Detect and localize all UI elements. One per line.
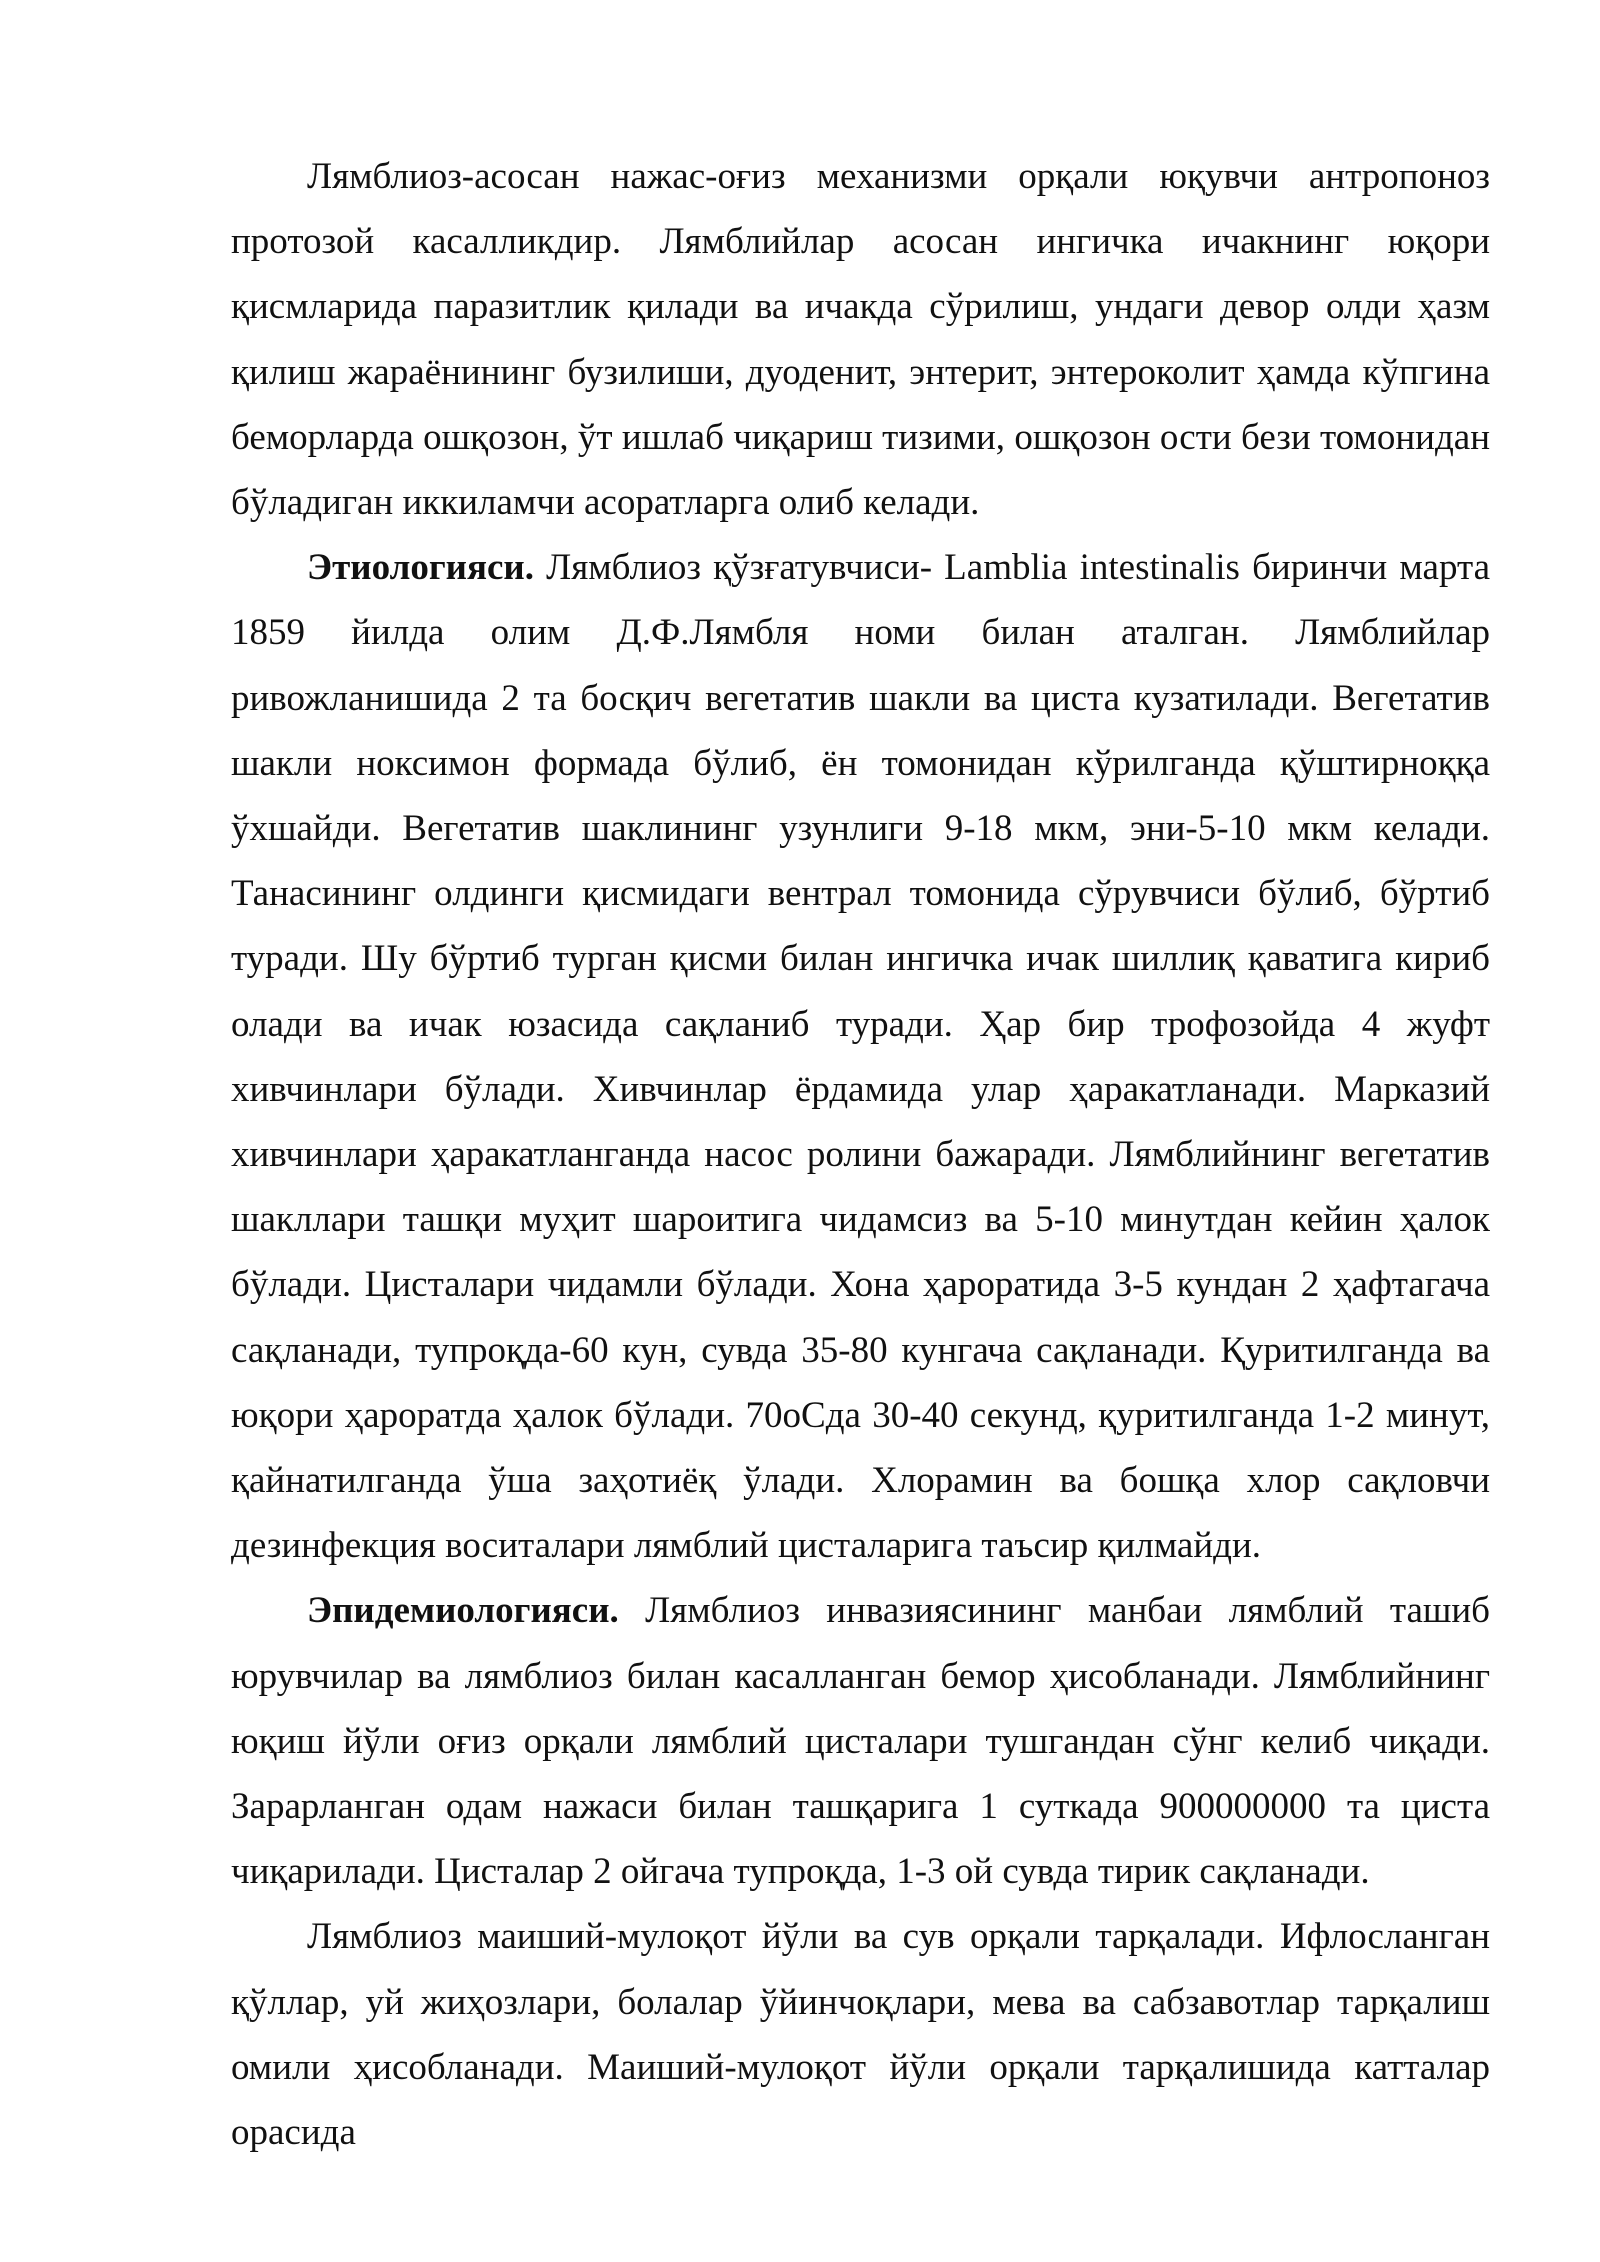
document-page <box>231 144 1490 2165</box>
paragraph-epidemiology <box>231 1578 1490 1904</box>
epidemiology-heading: Эпидемиологияси. <box>307 1590 619 1632</box>
epidemiology-text: Лямблиоз инвазиясининг манбаи лямблий ташиб юрувчилар ва лямблиоз билан касалланган бемор ҳисобланади. Лямблийнинг юқиш йўли оғиз орқали лямблий цисталари тушгандан сўнг келиб чиқади. Зарарланган одам нажаси билан ташқарига 1 суткада 900000000 та циста чиқарилади. Цисталар 2 ойгача тупроқда, 1-3 ой сувда тирик сақланади. <box>231 1590 1490 1893</box>
transmission-text: Лямблиоз маиший-мулоқот йўли ва сув орқали тарқалади. Ифлосланган қўллар, уй жиҳозлари, болалар ўйинчоқлари, мева ва сабзавотлар тарқалиш омили ҳисобланади. Маиший-мулоқот йўли орқали тарқалишида катталар орасида <box>231 1916 1490 2154</box>
etiology-heading: Этиологияси. <box>307 547 534 589</box>
paragraph-transmission <box>231 1904 1490 2165</box>
paragraph-intro <box>231 144 1490 535</box>
etiology-text: Лямблиоз қўзғатувчиси- Lamblia intestinalis биринчи марта 1859 йилда олим Д.Ф.Лямбля номи билан аталган. Лямблийлар ривожланишида 2 та босқич вегетатив шакли ва циста кузатилади. Вегетатив шакли ноксимон формада бўлиб, ён томонидан кўрилганда қўштирноққа ўхшайди. Вегетатив шаклининг узунлиги 9-18 мкм, эни-5-10 мкм келади. Танасининг олдинги қисмидаги вентрал томонида сўрувчиси бўлиб, бўртиб туради. Шу бўртиб турган қисми билан ингичка ичак шиллиқ қаватига кириб олади ва ичак юзасида сақланиб туради. Ҳар бир трофозойда 4 жуфт хивчинлари бўлади. Хивчинлар ёрдамида улар ҳаракатланади. Марказий хивчинлари ҳаракатланганда насос ролини бажаради. Лямблийнинг вегетатив шакллари ташқи муҳит шароитига чидамсиз ва 5-10 минутдан кейин ҳалок бўлади. Цисталари чидамли бўлади. Хона ҳароратида 3-5 кундан 2 ҳафтагача сақланади, тупроқда-60 кун, сувда 35-80 кунгача сақланади. Қуритилганда ва юқори ҳароратда ҳалок бўлади. 70оСда 30-40 секунд, қуритилганда 1-2 минут, қайнатилганда ўша заҳотиёқ ўлади. Хлорамин ва бошқа хлор сақловчи дезинфекция воситалари лямблий цисталарига таъсир қилмайди. <box>231 547 1490 1567</box>
paragraph-intro-text: Лямблиоз-асосан нажас-оғиз механизми орқали юқувчи антропоноз протозой касалликдир. Лямблийлар асосан ингичка ичакнинг юқори қисмларида паразитлик қилади ва ичакда сўрилиш, ундаги девор олди ҳазм қилиш жараёнининг бузилиши, дуоденит, энтерит, энтероколит ҳамда кўпгина беморларда ошқозон, ўт ишлаб чиқариш тизими, ошқозон ости бези томонидан бўладиган иккиламчи асоратларга олиб келади. <box>231 156 1490 524</box>
paragraph-etiology <box>231 535 1490 1578</box>
